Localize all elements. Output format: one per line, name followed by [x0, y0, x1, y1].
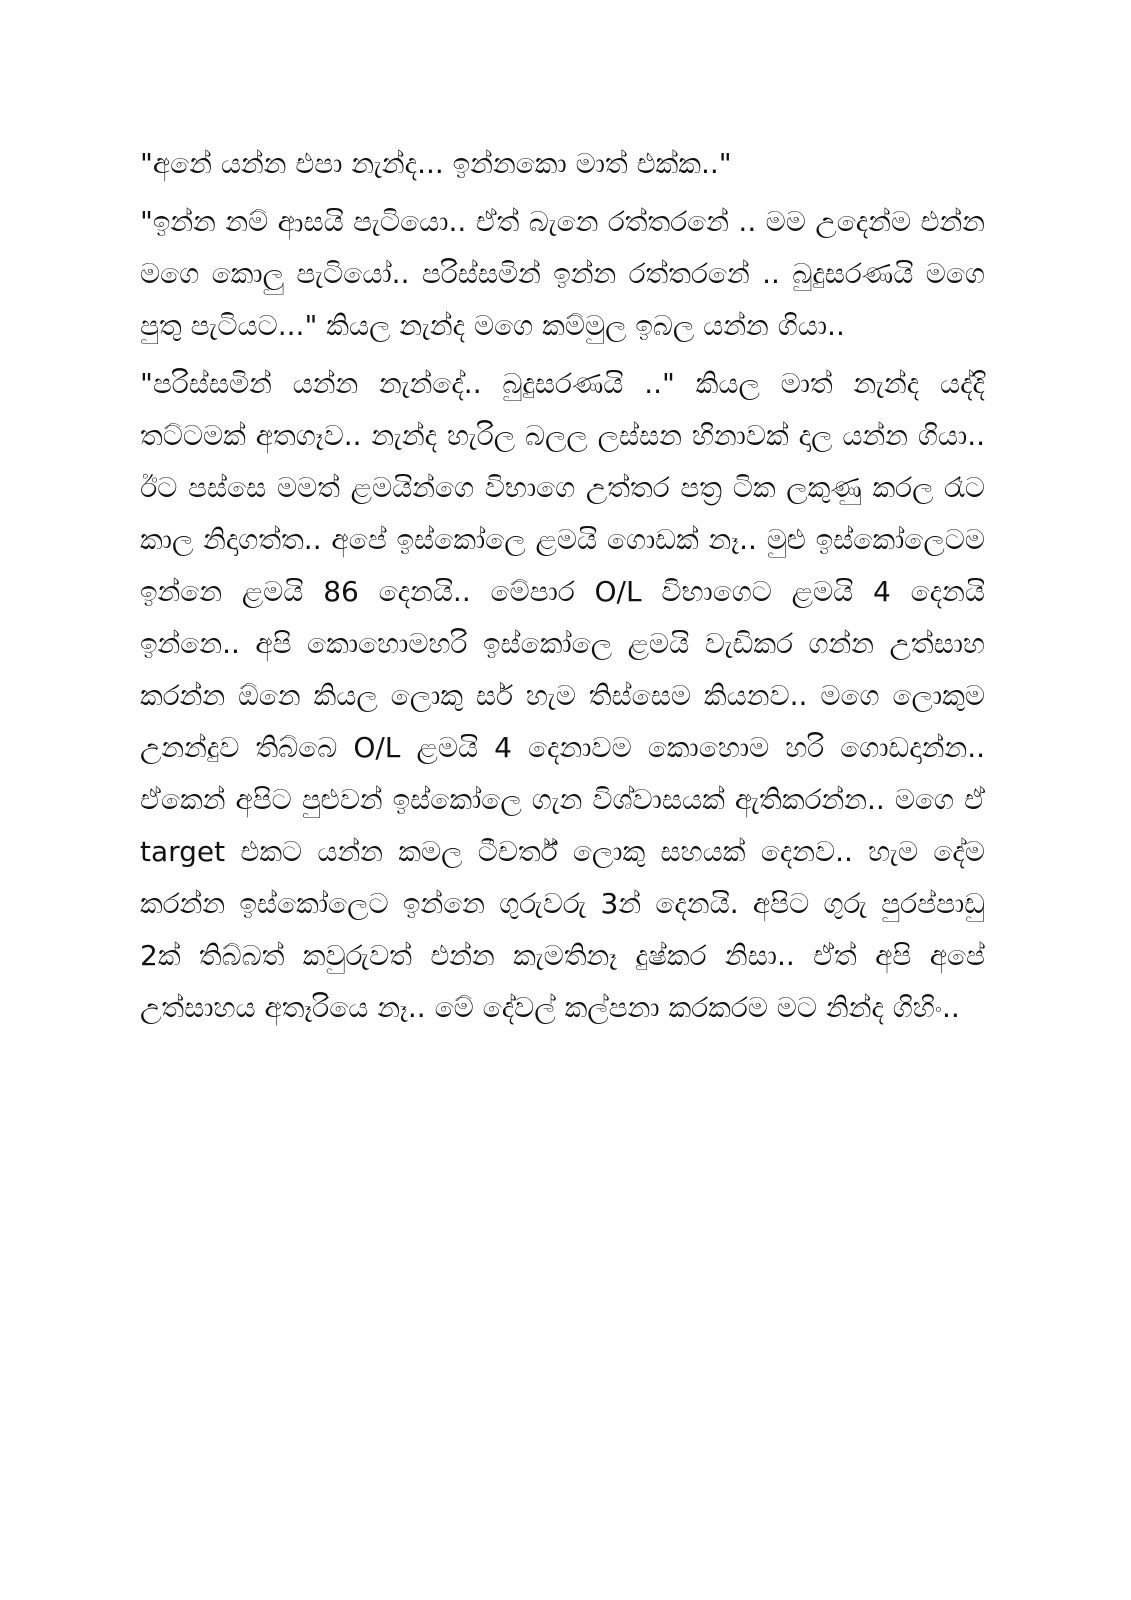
paragraph-2: "ඉන්න නම් ආසයි පැටියො.. ඒත් බැනෙ රත්තරනේ .. මම උදෙන්ම එන්න මගෙ කොලු පැටියෝ.. පරිස්සමින් ඉන්න රත්තරනේ .. බුදුසරණයි මගෙ පුතු පැටියට..." කියල නැන්ද මගෙ කම්මුල ඉබල යන්න ගියා..: [140, 205, 985, 342]
story-text: [140, 138, 985, 1040]
paragraph-3: "පරිස්සමින් යන්න නැන්දේ.. බුදුසරණයි .." කියල මාත් නැන්ද යද්දි තට්ටමක් අතගෑව.. නැන්ද හැරිල බලල ලස්සන හිනාවක් දාල යන්න ගියා.. ඊට පස්සෙ මමත් ළමයින්ගෙ විභාගෙ උත්තර පත්‍ර ටික ලකුණු කරල රෑට කාල නිදාගත්ත.. අපේ ඉස්කෝලෙ ළමයි ගොඩක් නෑ.. මුළු ඉස්කෝලෙටම ඉන්නෙ ළමයි 86 දෙනයි.. මේපාර O/L විභාගෙට ළමයි 4 දෙනයි ඉන්නෙ.. අපි කොහොමහරි ඉස්කෝලෙ ළමයි වැඩිකර ගන්න උත්සාහ කරන්න ඕනෙ කියල ලොකු සර් හැම තිස්සෙම කියනව.. මගෙ ලොකුම උනන්දුව තිබ්බෙ O/L ළමයි 4 දෙනාවම කොහොම හරි ගොඩදාන්න.. ඒකෙන් අපිට පුළුවන් ඉස්කෝලෙ ගැන විශ්වාසයක් ඇතිකරන්න.. මගෙ ඒ target එකට යන්න කමල ටීචර්ත් ලොකු සහයක් දෙනව.. හැම දේම කරන්න ඉස්කෝලෙට ඉන්නෙ ගුරුවරු 3න් දෙනයි. අපිට ගුරු පුරප්පාඩු 2ක් තිබ්බත් කවුරුවත් එන්න කැමතිනෑ දුෂ්කර නිසා.. ඒත් අපි අපේ උත්සාහය අතෑරියෙ නෑ.. මේ දේවල් කල්පනා කරකරම මට නින්ද ගිහිං..: [140, 367, 985, 1024]
paragraph-1: "අනේ යන්න එපා නැන්ද... ඉන්නකො මාත් එක්ක..": [140, 147, 732, 180]
